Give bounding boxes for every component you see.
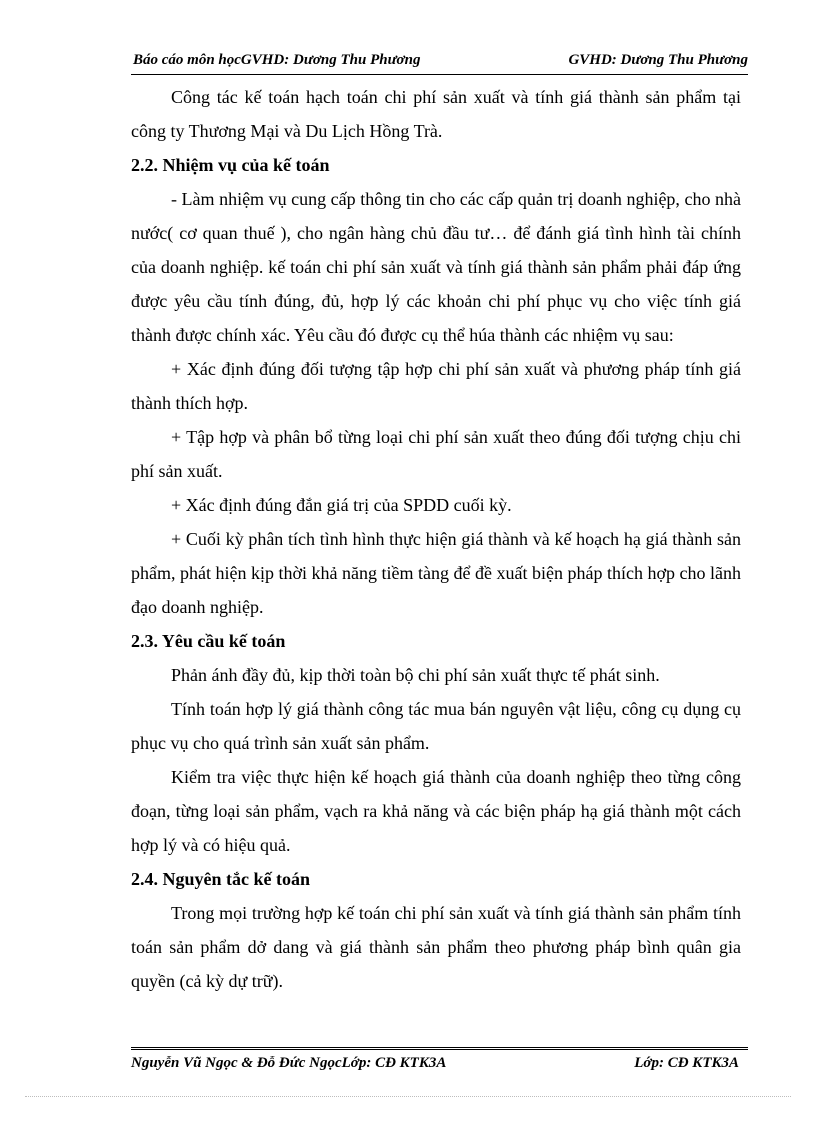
header-left-text: Báo cáo môn họcGVHD: Dương Thu Phương: [133, 52, 421, 68]
header-right-text: GVHD: Dương Thu Phương: [568, 52, 748, 68]
list-item: + Xác định đúng đắn giá trị của SPDD cuối kỳ.: [171, 495, 512, 515]
section-2-2-heading: 2.2. Nhiệm vụ của kế toán: [131, 155, 330, 175]
page-footer: [131, 1055, 739, 1077]
section-2-4-paragraph: Trong mọi trường hợp kế toán chi phí sản xuất và tính giá thành sản phẩm tính toán sản phẩm dở dang và giá thành sản phẩm theo phương pháp bình quân gia quyền (cả kỳ dự trữ).: [131, 903, 741, 991]
section-2-3-paragraph: Tính toán hợp lý giá thành công tác mua bán nguyên vật liệu, công cụ dụng cụ phục vụ cho quá trình sản xuất sản phẩm.: [131, 699, 741, 753]
footer-left-text: Nguyễn Vũ Ngọc & Đỗ Đức NgọcLớp: CĐ KTK3A: [131, 1055, 447, 1071]
document-body: [131, 80, 741, 998]
list-item: + Xác định đúng đối tượng tập hợp chi phí sản xuất và phương pháp tính giá thành thích hợp.: [131, 359, 741, 413]
list-item: + Tập hợp và phân bổ từng loại chi phí sản xuất theo đúng đối tượng chịu chi phí sản xuất.: [131, 427, 741, 481]
footer-rule: [131, 1047, 748, 1050]
section-2-2-paragraph: - Làm nhiệm vụ cung cấp thông tin cho các cấp quản trị doanh nghiệp, cho nhà nước( cơ quan thuế ), cho ngân hàng chủ đầu tư… để đánh giá tình hình tài chính của doanh nghiệp. kế toán chi phí sản xuất và tính giá thành sản phẩm phải đáp ứng được yêu cầu tính đúng, đủ, hợp lý các khoản chi phí phục vụ cho việc tính giá thành được chính xác. Yêu cầu đó được cụ thể húa thành các nhiệm vụ sau:: [131, 189, 741, 345]
page-header: [131, 52, 748, 74]
section-2-3-paragraph: Kiểm tra việc thực hiện kế hoạch giá thành của doanh nghiệp theo từng công đoạn, từng loại sản phẩm, vạch ra khả năng và các biện pháp hạ giá thành một cách hợp lý và có hiệu quả.: [131, 767, 741, 855]
section-2-4-heading: 2.4. Nguyên tắc kế toán: [131, 869, 310, 889]
intro-paragraph: Công tác kế toán hạch toán chi phí sản xuất và tính giá thành sản phẩm tại công ty Thương Mại và Du Lịch Hồng Trà.: [131, 87, 741, 141]
page-bottom-dotted-line: [25, 1096, 791, 1097]
section-2-3-heading: 2.3. Yêu cầu kế toán: [131, 631, 286, 651]
section-2-3-paragraph: Phản ánh đầy đủ, kịp thời toàn bộ chi phí sản xuất thực tế phát sinh.: [171, 665, 660, 685]
header-rule: [131, 74, 748, 75]
list-item: + Cuối kỳ phân tích tình hình thực hiện giá thành và kế hoạch hạ giá thành sản phẩm, phát hiện kịp thời khả năng tiềm tàng để đề xuất biện pháp thích hợp cho lãnh đạo doanh nghiệp.: [131, 529, 741, 617]
footer-right-text: Lớp: CĐ KTK3A: [634, 1055, 739, 1071]
